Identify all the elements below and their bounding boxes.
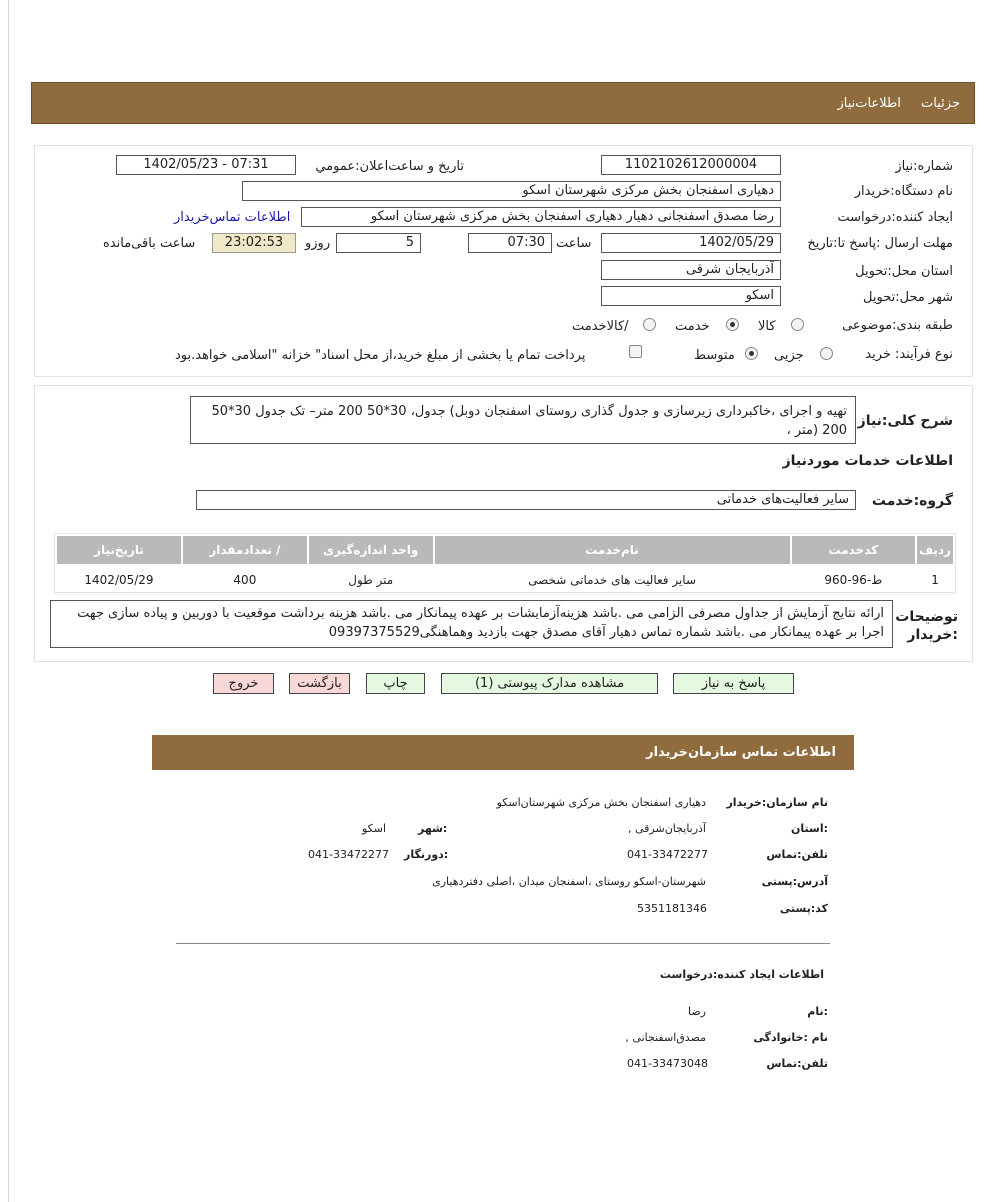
requester-family-label: نام :خانوادگی <box>753 1031 828 1044</box>
category-goods-service-label: /کالاخدمت <box>572 319 629 334</box>
contact-phone-value: 041-33472277 <box>627 848 708 861</box>
contact-address-value: شهرستان-اسکو روستای ،اسفنجان میدان ،اصلی دفتردهیاری <box>432 875 706 888</box>
col-unit: واحد اندازه‌گیری <box>308 535 434 565</box>
requester-name-value: رضا <box>687 1005 706 1018</box>
table-row <box>56 565 954 595</box>
deadline-time-field: 07:30 <box>468 233 552 253</box>
buyer-notes-box: ارائه نتایج آزمایش از جداول مصرفی الزامی می .باشد هزینه‌آزمایشات بر عهده پیمانکار می .باشد هزینه برداشت موقعیت با دوربین و پیاده سازی جهت اجرا بر عهده پیمانکار می .باشد شماره تماس دهیار آقای مصدق جهت بازدید وهماهنگی09397375529 <box>50 600 893 648</box>
category-goods-radio[interactable] <box>791 318 804 331</box>
cell-service-name: سایر فعالیت های خدماتی شخصی <box>434 565 791 595</box>
buyer-contact-title: اطلاعات تماس سازمان‌خریدار <box>646 745 836 760</box>
process-type-label: نوع فرآیند: خرید <box>865 347 953 362</box>
contact-fax-value: 041-33472277 <box>308 848 389 861</box>
buyer-org-field: دهیاری اسفنجان بخش مرکزی شهرستان اسکو <box>242 181 781 201</box>
general-description-label: شرح کلی:نیاز <box>857 413 953 429</box>
province-label: استان محل:تحویل <box>855 264 953 279</box>
contact-org-label: نام سازمان:خریدار <box>726 796 828 809</box>
general-description-box: تهیه و اجرای ،خاکبرداری زیرسازی و جدول گذاری روستای اسفنجان دوبل) جدول، 30*50 200 متر– تک جدول 30*50 200 (متر ، <box>190 396 856 444</box>
creator-label: ایجاد کننده:درخواست <box>837 210 953 225</box>
category-label: طبقه بندی:موضوعی <box>842 318 953 333</box>
contact-city-value: اسکو <box>362 822 387 835</box>
announce-label: تاریخ و ساعت‌اعلان:عمومي <box>315 159 464 174</box>
process-minor-label: جزیی <box>774 348 804 363</box>
contact-postal-value: 5351181346 <box>637 902 707 915</box>
contact-province-value: آذربایجان‌شرقی , <box>628 822 706 835</box>
requester-family-value: مصدق‌اسفنجانی , <box>625 1031 706 1044</box>
need-number-field: 1102102612000004 <box>601 155 781 175</box>
need-details-panel <box>34 145 973 377</box>
col-service-code: کدخدمت <box>791 535 917 565</box>
section-divider <box>176 943 830 944</box>
category-service-label: خدمت <box>675 319 710 334</box>
process-minor-radio[interactable] <box>820 347 833 360</box>
category-goods-service-radio[interactable] <box>643 318 656 331</box>
deadline-label: مهلت ارسال :پاسخ تا:تاریخ <box>807 236 953 251</box>
services-table <box>55 534 955 595</box>
city-label: شهر محل:تحویل <box>863 290 953 305</box>
city-field: اسکو <box>601 286 781 306</box>
cell-unit: متر طول <box>308 565 434 595</box>
announce-field: 1402/05/23 - 07:31 <box>116 155 296 175</box>
services-section-title: اطلاعات خدمات موردنیاز <box>782 453 953 469</box>
treasury-payment-checkbox[interactable] <box>629 345 642 358</box>
cell-quantity: 400 <box>182 565 308 595</box>
contact-org-value: دهیاری اسفنجان بخش مرکزی شهرستان‌اسکو <box>496 796 706 809</box>
days-label: روزو <box>305 236 331 251</box>
cell-row: 1 <box>916 565 954 595</box>
buyer-notes-label: توضیحات :خریدار <box>895 609 958 643</box>
contact-phone-label: تلفن:تماس <box>766 848 828 861</box>
contact-fax-label: :دورنگار <box>404 848 449 861</box>
process-medium-label: متوسط <box>694 348 735 363</box>
process-medium-radio[interactable] <box>745 347 758 360</box>
print-button[interactable]: چاپ <box>366 673 425 694</box>
col-row: ردیف <box>916 535 954 565</box>
view-documents-button[interactable]: مشاهده مدارک پیوستی (1) <box>441 673 658 694</box>
category-service-radio[interactable] <box>726 318 739 331</box>
cell-service-code: ط-96-960 <box>791 565 917 595</box>
contact-address-label: آدرس:پستی <box>761 875 828 888</box>
service-group-label: گروه:خدمت <box>871 493 953 509</box>
requester-phone-label: تلفن:تماس <box>766 1057 828 1070</box>
remaining-time-field: 23:02:53 <box>212 233 296 253</box>
province-field: آذربایجان شرقی <box>601 260 781 280</box>
col-service-name: نام‌خدمت <box>434 535 791 565</box>
cell-need-date: 1402/05/29 <box>56 565 182 595</box>
tab-need-info[interactable]: اطلاعات‌نیاز <box>837 96 901 111</box>
creator-field: رضا مصدق اسفنجانی دهیار دهیاری اسفنجان بخش مرکزی شهرستان اسکو <box>301 207 781 227</box>
buyer-org-label: نام دستگاه:خریدار <box>854 184 953 199</box>
page-header <box>31 82 975 124</box>
treasury-payment-note: پرداخت تمام یا بخشی از مبلغ خرید،از محل اسناد" خزانه "اسلامی خواهد.بود <box>175 348 586 363</box>
deadline-date-field: 1402/05/29 <box>601 233 781 253</box>
exit-button[interactable]: خروج <box>213 673 274 694</box>
contact-city-label: :شهر <box>418 822 448 835</box>
requester-name-label: :نام <box>807 1005 828 1018</box>
remaining-time-label: ساعت باقی‌مانده <box>103 236 196 251</box>
buyer-contact-link[interactable]: اطلاعات تماس‌خریدار <box>174 210 291 225</box>
requester-title: اطلاعات ایجاد کننده:درخواست <box>659 968 824 981</box>
tab-details[interactable]: جزئیات <box>921 96 960 111</box>
deadline-time-label: ساعت <box>556 236 592 251</box>
need-number-label: شماره:نیاز <box>895 159 953 174</box>
col-quantity: / تعدادمقدار <box>182 535 308 565</box>
category-goods-label: کالا <box>758 319 776 334</box>
buyer-contact-header <box>152 735 854 770</box>
service-group-field: سایر فعالیت‌های خدماتی <box>196 490 856 510</box>
days-field: 5 <box>336 233 421 253</box>
services-table-wrapper <box>54 533 956 593</box>
services-table-header <box>56 535 954 565</box>
requester-phone-value: 041-33473048 <box>627 1057 708 1070</box>
page-left-border <box>8 0 9 1202</box>
reply-button[interactable]: پاسخ به نیاز <box>673 673 794 694</box>
contact-postal-label: کد:پستی <box>779 902 828 915</box>
contact-province-label: :استان <box>791 822 828 835</box>
col-need-date: تاریخ‌نیاز <box>56 535 182 565</box>
back-button[interactable]: بازگشت <box>289 673 350 694</box>
